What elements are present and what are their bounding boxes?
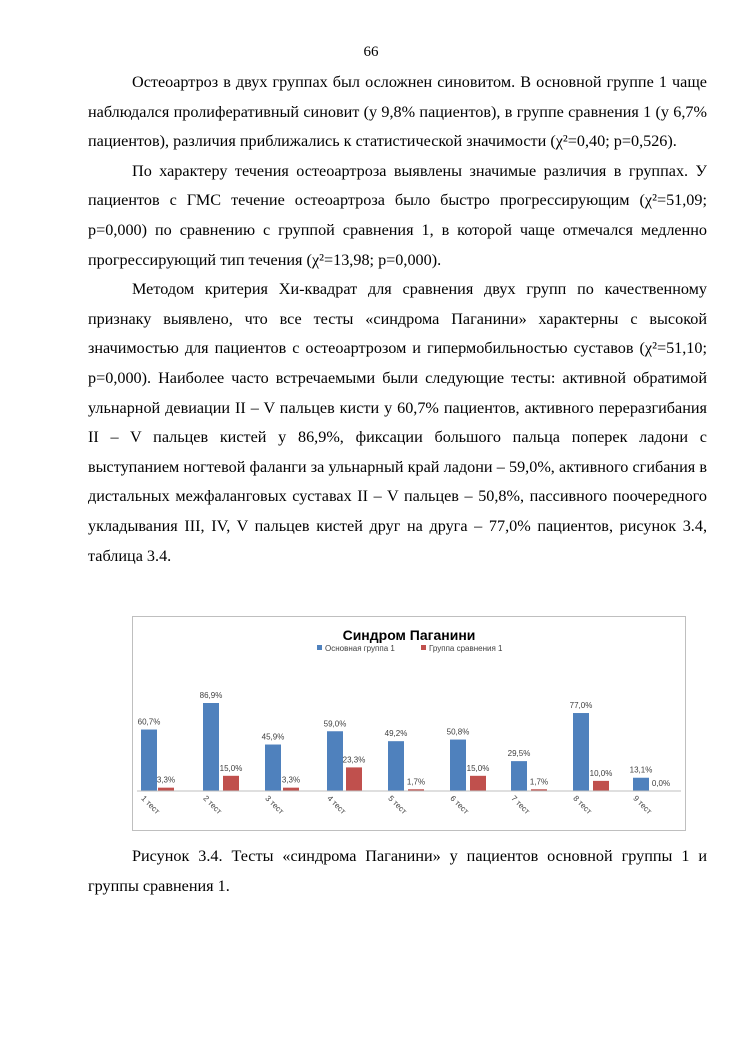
caption-text: Рисунок 3.4. Тесты «синдрома Паганини» у пациентов основной группы 1 и группы сравнения 1.: [88, 847, 707, 895]
x-tick-label-8: 8 тест: [571, 793, 594, 816]
bar-s2-4: [346, 767, 362, 791]
legend-swatch-1: [317, 645, 322, 650]
bar-s1-8: [573, 713, 589, 791]
data-label-s2-2: 15,0%: [219, 763, 243, 773]
x-axis-labels: [139, 794, 653, 816]
data-label-s1-2: 86,9%: [199, 691, 223, 700]
x-tick-label-1: 1 тест: [139, 793, 162, 816]
bar-s2-3: [283, 788, 299, 791]
chart-container: [132, 616, 686, 831]
paragraph: По характеру течения остеоартроза выявлены значимые различия в группах. У пациентов с ГМС течение остеоартроза было быстро прогрессирующим (χ²=51,09; p=0,000) по сравнению с группой сравнения 1, в которой чаще отмечался медленно прогрессирующий тип течения (χ²=13,98; p=0,000).: [88, 161, 707, 269]
page-number: 66: [363, 44, 379, 60]
chart-legend: [317, 644, 503, 653]
bar-s1-9: [633, 778, 649, 791]
data-label-s1-7: 29,5%: [507, 749, 531, 759]
bar-s1-4: [327, 731, 343, 791]
bar-s2-1: [158, 788, 174, 791]
data-label-s1-8: 77,0%: [569, 701, 593, 711]
data-label-s2-9: 0,0%: [651, 779, 671, 788]
chart-title: Синдром Паганини: [342, 627, 476, 643]
legend-label-2: Группа сравнения 1: [429, 644, 503, 653]
data-label-s2-7: 1,7%: [529, 777, 549, 787]
x-tick-label-9: 9 тест: [631, 793, 654, 816]
data-label-s2-6: 15,0%: [466, 763, 490, 773]
data-label-s2-5: 1,7%: [406, 777, 426, 787]
bar-s2-2: [223, 776, 239, 791]
figure-caption: [88, 841, 707, 901]
paganini-bar-chart: [133, 617, 685, 830]
bar-s2-8: [593, 781, 609, 791]
data-label-s2-1: 3,3%: [156, 775, 176, 785]
chart-bars: [138, 691, 670, 791]
bar-s1-6: [450, 740, 466, 791]
data-label-s2-3: 3,3%: [281, 775, 301, 785]
data-label-s2-8: 10,0%: [589, 768, 613, 778]
legend-label-1: Основная группа 1: [325, 644, 395, 653]
x-tick-label-6: 6 тест: [448, 793, 471, 816]
x-tick-label-4: 4 тест: [325, 793, 348, 816]
data-label-s2-4: 23,3%: [342, 755, 366, 765]
x-tick-label-3: 3 тест: [263, 793, 286, 816]
data-label-s1-1: 60,7%: [137, 717, 161, 727]
bar-s2-6: [470, 776, 486, 791]
bar-s1-2: [203, 703, 219, 791]
paragraph: Остеоартроз в двух группах был осложнен синовитом. В основной группе 1 чаще наблюдался пролиферативный синовит (у 9,8% пациентов), в группе сравнения 1 (у 6,7% пациентов), различия приближались к статистической значимости (χ²=0,40; p=0,526).: [88, 73, 707, 151]
legend-swatch-2: [421, 645, 426, 650]
bar-s1-5: [388, 741, 404, 791]
data-label-s1-3: 45,9%: [261, 732, 285, 742]
x-tick-label-7: 7 тест: [509, 793, 532, 816]
body-text: [88, 68, 707, 571]
data-label-s1-4: 59,0%: [323, 719, 347, 729]
data-label-s1-9: 13,1%: [629, 765, 653, 775]
bar-s1-1: [141, 730, 157, 791]
bar-s1-7: [511, 761, 527, 791]
data-label-s1-5: 49,2%: [384, 729, 408, 739]
x-tick-label-2: 2 тест: [201, 793, 224, 816]
data-label-s1-6: 50,8%: [446, 727, 470, 737]
bar-s1-3: [265, 745, 281, 791]
x-tick-label-5: 5 тест: [386, 793, 409, 816]
paragraph: Методом критерия Хи-квадрат для сравнения двух групп по качественному признаку выявлено, что все тесты «синдрома Паганини» характерны с высокой значимостью для пациентов с остеоартрозом и гипермобильностью суставов (χ²=51,10; p=0,000). Наиболее часто встречаемыми были следующие тесты: активной обратимой ульнарной девиации II – V пальцев кисти у 60,7% пациентов, активного переразгибания II – V пальцев кистей у 86,9%, фиксации большого пальца поперек ладони с выступанием ногтевой фаланги за ульнарный край ладони – 59,0%, активного сгибания в дистальных межфаланговых суставах II – V пальцев – 50,8%, пассивного поочередного укладывания III, IV, V пальцев кистей друг на друга – 77,0% пациентов, рисунок 3.4, таблица 3.4.: [88, 280, 707, 565]
